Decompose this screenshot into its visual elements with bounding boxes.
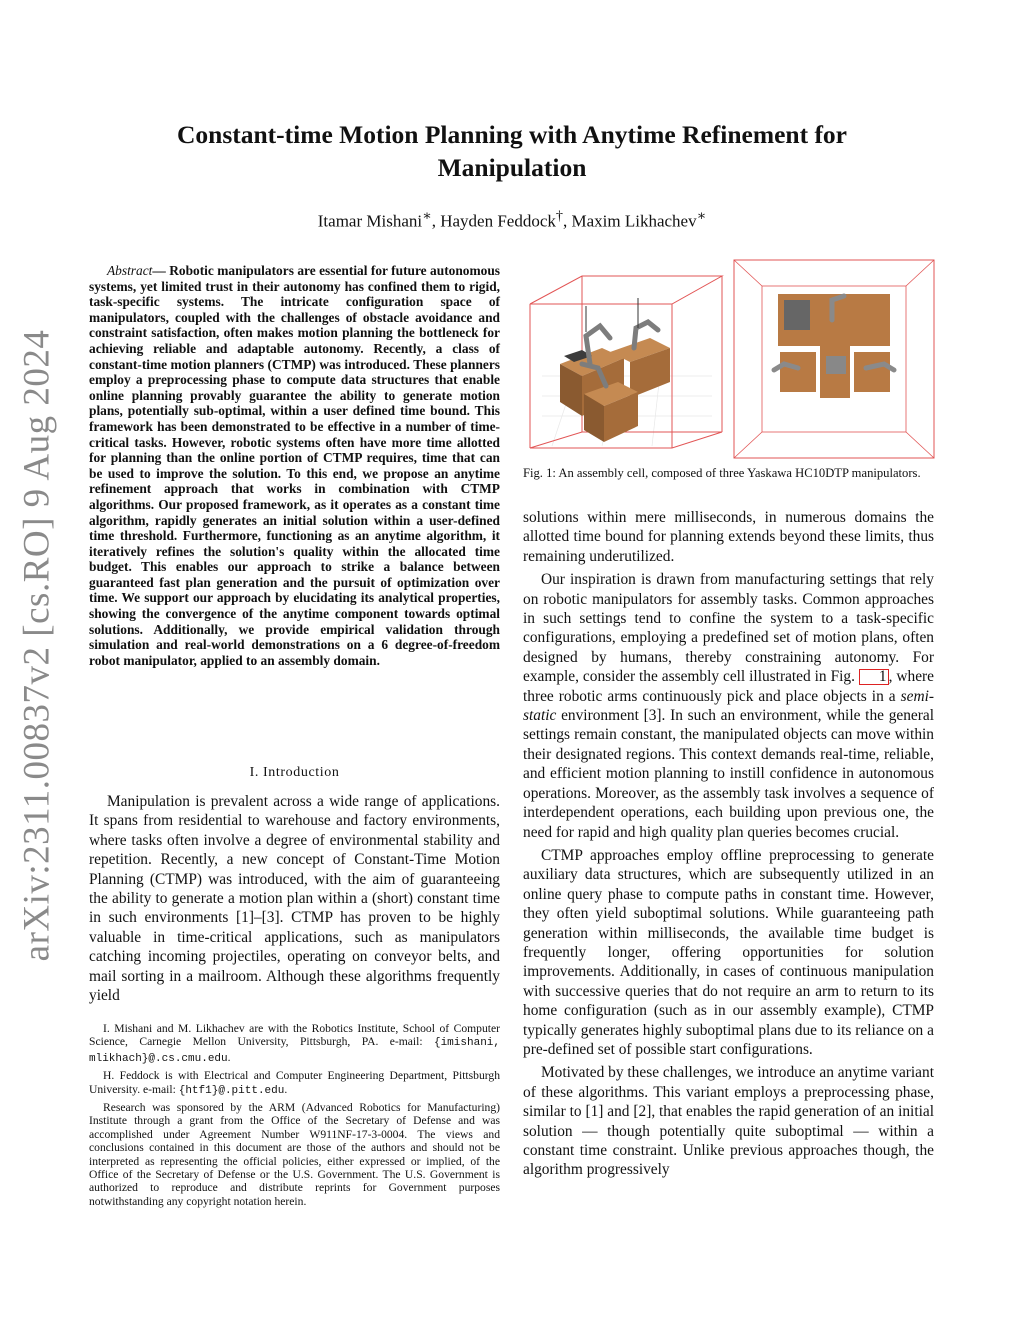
footnotes: [89, 1022, 500, 1211]
abstract-text: Robotic manipulators are essential for future autonomous systems, yet limited trust in their autonomy has confined them to rigid, task-specific systems. The intricate configuration space of manipulators, coupled with the challenges of obstacle avoidance and constraint satisfaction, often makes motion planning the bottleneck for achieving reliable and adaptable autonomy. Recently, a class of constant-time motion planners (CTMP) was introduced. These planners employ a preprocessing phase to compute data structures that enable online planning provably guarantee the ability to generate motion plans, potentially sub-optimal, within a user defined time bound. This framework has been demonstrated to be effective in a number of time-critical tasks. However, robotic systems often have more time allotted for planning than the online portion of CTMP requires, time that can be used to improve the solution. To this end, we propose an anytime refinement approach that works in combination with CTMP algorithms. Our proposed framework, as it operates as a constant time algorithm, rapidly generates an initial solution within a user-defined time threshold. Furthermore, functioning as an anytime algorithm, it iteratively refines the solution's quality within the allocated time budget. This enables our approach to strike a balance between guaranteed fast plan generation and the pursuit of optimization over time. We support our approach by elucidating its analytical properties, showing the convergence of the anytime component towards optimal solutions. Additionally, we provide empirical validation through simulation and real-world demonstrations on a 6 degree-of-freedom robot manipulator, applied to an assembly domain.: [89, 263, 500, 668]
intro-paragraph: Manipulation is prevalent across a wide range of applications. It spans from residential to warehouse and factory environments, where tasks often involve a degree of environmental stability and repetition. Recently, a new concept of Constant-Time Motion Planning (CTMP) was introduced, with the aim of guaranteeing the ability to generate a motion plan within a (short) constant time in such environments [1]–[3]. CTMP has proven to be highly valuable in time-critical applications, such as manipulators catching incoming projectiles, operating on conveyor belts, and mail sorting in a mailroom. Although these algorithms frequently yield: [89, 793, 500, 1005]
abstract-label: Abstract: [107, 263, 153, 278]
abstract-dash: —: [152, 263, 170, 278]
section-heading-introduction: I. Introduction: [249, 765, 340, 780]
email-pitt[interactable]: {htf1}@.pitt.edu: [178, 1084, 285, 1097]
introduction-body: [89, 792, 500, 1005]
assembly-tables: [560, 338, 670, 442]
footnote-affiliation-pitt: H. Feddock is with Electrical and Computer Engineering Department, Pittsburgh University. e-mail: {htf1}@.pitt.edu.: [89, 1069, 500, 1097]
author-mishani: Itamar Mishani: [317, 211, 423, 231]
author-list: [130, 208, 894, 232]
figure-reference-link[interactable]: 1: [859, 669, 889, 685]
author-likhachev: Maxim Likhachev: [571, 211, 697, 231]
affiliation-mark: ∗: [696, 208, 707, 224]
paragraph-continued: solutions within mere milliseconds, in numerous domains the allotted time bound for planning extends beyond these limits, thus remaining underutilized.: [523, 509, 934, 565]
abstract: [89, 263, 500, 668]
paragraph-motivation: Motivated by these challenges, we introduce an anytime variant of these algorithms. This variant employs a preprocessing phase, similar to [1] and [2], that enables the rapid generation of an initial solution — though potentially quite suboptimal — within a constant time constraint. Unlike previous approaches though, the algorithm progressively: [523, 1064, 934, 1179]
affiliation-mark: ∗: [422, 208, 432, 224]
figure-top-view: [734, 260, 934, 458]
author-separator: ,: [431, 211, 441, 231]
figure-left-perspective-view: [530, 276, 722, 448]
footnote-affiliation-cmu: I. Mishani and M. Likhachev are with the Robotics Institute, School of Computer Science, Carnegie Mellon University, Pittsburgh, PA. e-mail: {imishani, mlikhach}@.cs.cmu.edu.: [89, 1022, 500, 1065]
affiliation-mark: †: [555, 208, 563, 224]
author-feddock: Hayden Feddock: [440, 211, 556, 231]
arxiv-identifier: arXiv:2311.00837v2 [cs.RO] 9 Aug 2024: [16, 329, 58, 961]
figure-assembly-cell: [522, 256, 938, 462]
paragraph-inspiration: Our inspiration is drawn from manufacturing settings that rely on robotic manipulators for assembly tasks. Common approaches in such settings tend to confine the system to a task-specific configurations, employing a predefined set of motion plans, often designed by humans, thereby constraining autonomy. For example, consider the assembly cell illustrated in Fig. 1 , where three robotic arms continuously pick and place objects in a semi-static environment [3]. In such an environment, while the general settings remain constant, the manipulated objects can move within their designated regions. This context demands real-time, reliable, and efficient motion planning to instill confidence in autonomous operations. Moreover, as the assembly task involves a sequence of interdependent operations, each building upon previous one, the need for rapid and high quality plan queries becomes crucial.: [523, 571, 935, 841]
figure-caption: Fig. 1: An assembly cell, composed of three Yaskawa HC10DTP manipulators.: [523, 466, 921, 480]
email-cmu[interactable]: {imishani, mlikhach}@.cs.cmu.edu: [89, 1037, 500, 1065]
right-column-body: [523, 508, 934, 1180]
paper-title: Constant-time Motion Planning with Anytime Refinement for Manipulation: [176, 120, 848, 182]
paragraph-ctmp: CTMP approaches employ offline preprocessing to generate auxiliary data structures, which are subsequently utilized in an online query phase to compute paths in constant time. However, they often yield suboptimal solutions. While guaranteeing path generation within milliseconds, the available time budget is frequently longer, offering opportunities for solution improvements. Additionally, in cases of continuous manipulation with successive queries that do not require an arm to return to its home configuration (such as in our assembly example), CTMP typically generates highly suboptimal plans due to its reliance on a pre-defined set of possible start configurations.: [523, 846, 934, 1058]
author-separator: ,: [562, 211, 572, 231]
footnote-funding: Research was sponsored by the ARM (Advanced Robotics for Manufacturing) Institute through a grant from the Office of the Secretary of Defense and was accomplished under Agreement Number W911NF-17-3-0004. The views and conclusions contained in this document are those of the authors and should not be interpreted as representing the official policies, either expressed or implied, of the Office of the Secretary of Defense or the U.S. Government. The U.S. Government is authorized to reproduce and distribute reprints for Government purposes notwithstanding any copyright notation herein.: [89, 1101, 500, 1208]
